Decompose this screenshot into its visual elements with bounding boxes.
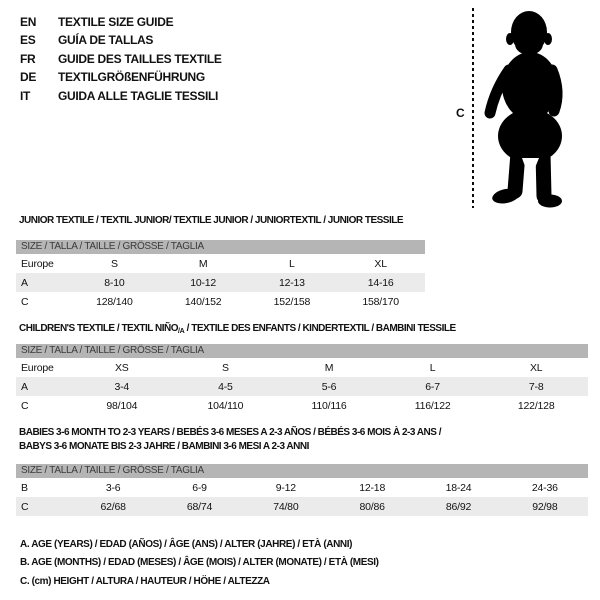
table-cell: 6-7 <box>425 380 440 393</box>
table-cell: 152/158 <box>273 295 311 308</box>
babies-table-title <box>19 426 441 453</box>
table-cell: L <box>289 257 295 270</box>
table-cell: 8-10 <box>104 276 125 289</box>
table-cell: 12-13 <box>278 276 305 289</box>
size-header-bar: SIZE / TALLA / TAILLE / GRÖSSE / TAGLIA <box>16 464 588 478</box>
row-label-cell: Europe <box>21 361 54 374</box>
table-cell: 80/86 <box>359 500 385 513</box>
children-title-prefix: CHILDREN'S TEXTILE / TEXTIL NIÑO <box>19 323 178 334</box>
table-cell: 6-9 <box>192 481 207 494</box>
table-cell: S <box>110 257 118 270</box>
table-cell: 3-4 <box>114 380 130 393</box>
table-cell: 68/74 <box>186 500 213 513</box>
table-cell: XL <box>374 257 387 270</box>
language-row-fr <box>20 50 222 68</box>
language-title: TEXTILGRÖßENFÜHRUNG <box>58 70 205 85</box>
table-cell: 122/128 <box>517 399 555 412</box>
footnote-age-years: A. AGE (YEARS) / EDAD (AÑOS) / ÂGE (ANS) / ALTER (JAHRE) / ETÀ (ANNI) <box>20 539 353 550</box>
children-size-table <box>16 344 588 415</box>
table-cell: 3-6 <box>105 481 121 494</box>
height-measure-dashed-line <box>472 8 474 208</box>
language-code: EN <box>20 15 37 29</box>
table-cell: 86/92 <box>445 500 472 513</box>
row-label-cell: A <box>21 380 28 393</box>
table-cell: XL <box>529 361 543 374</box>
table-row-age-months <box>16 478 588 497</box>
table-row-age <box>16 273 425 292</box>
children-title-suffix: / TEXTILE DES ENFANTS / KINDERTEXTIL / BAMBINI TESSILE <box>184 323 456 334</box>
row-label-cell: C <box>21 500 29 513</box>
babies-title-line2: BABYS 3-6 MONATE BIS 2-3 JAHRE / BAMBINI 3-6 MESI A 2-3 ANNI <box>19 440 309 452</box>
row-label-cell: C <box>21 399 29 412</box>
children-table-title <box>19 322 456 339</box>
table-row-europe <box>16 254 425 273</box>
table-row-height <box>16 396 588 415</box>
table-cell: M <box>198 257 208 270</box>
height-label: C <box>456 106 465 120</box>
table-cell: L <box>429 361 436 374</box>
language-title: GUÍA DE TALLAS <box>58 33 154 48</box>
baby-silhouette-icon <box>482 8 580 208</box>
row-label-cell: A <box>21 276 28 289</box>
footnote-age-months: B. AGE (MONTHS) / EDAD (MESES) / ÂGE (MOIS) / ALTER (MONATE) / ETÀ (MESI) <box>20 557 379 569</box>
size-header-bar: SIZE / TALLA / TAILLE / GRÖSSE / TAGLIA <box>16 240 425 254</box>
language-code: FR <box>20 51 36 66</box>
table-cell: XS <box>114 361 129 374</box>
row-label-cell: B <box>21 481 28 494</box>
language-code: ES <box>20 33 36 48</box>
table-cell: S <box>221 361 229 374</box>
table-cell: 12-18 <box>359 481 386 494</box>
language-code: IT <box>20 88 31 103</box>
table-cell: 9-12 <box>275 481 296 494</box>
language-title: GUIDE DES TAILLES TEXTILE <box>58 51 222 66</box>
row-label-cell: Europe <box>21 257 54 270</box>
language-title: TEXTILE SIZE GUIDE <box>58 15 174 29</box>
babies-title-line1: BABIES 3-6 MONTH TO 2-3 YEARS / BEBÉS 3-6 MESES A 2-3 AÑOS / BÉBÉS 3-6 MOIS À 2-3 ANS / <box>19 427 441 438</box>
table-cell: 62/68 <box>100 500 126 513</box>
junior-table-title: JUNIOR TEXTILE / TEXTIL JUNIOR/ TEXTILE JUNIOR / JUNIORTEXTIL / JUNIOR TESSILE <box>19 215 404 226</box>
language-row-de <box>20 68 222 86</box>
table-cell: 10-12 <box>190 276 217 289</box>
table-cell: M <box>324 361 334 374</box>
language-list <box>20 13 222 105</box>
table-cell: 158/170 <box>362 295 399 308</box>
table-cell: 5-6 <box>321 380 337 393</box>
children-title-subscript: /A <box>177 328 185 335</box>
table-cell: 4-5 <box>218 380 233 393</box>
language-title: GUIDA ALLE TAGLIE TESSILI <box>58 88 219 103</box>
table-row-age <box>16 377 588 396</box>
table-cell: 7-8 <box>528 380 544 393</box>
table-row-europe <box>16 358 588 377</box>
table-cell: 18-24 <box>445 481 472 494</box>
table-cell: 116/122 <box>414 399 451 412</box>
junior-size-table <box>16 240 425 311</box>
babies-size-table <box>16 464 588 516</box>
language-row-es <box>20 31 222 49</box>
row-label-cell: C <box>21 295 29 308</box>
footnotes <box>20 536 379 591</box>
language-code: DE <box>20 70 37 85</box>
table-cell: 128/140 <box>96 295 133 308</box>
footnote-height: C. (cm) HEIGHT / ALTURA / HAUTEUR / HÖHE / ALTEZZA <box>20 575 270 587</box>
table-cell: 140/152 <box>184 295 222 308</box>
table-cell: 24-36 <box>531 481 558 494</box>
language-row-it <box>20 87 222 105</box>
table-cell: 104/110 <box>207 399 244 412</box>
table-cell: 74/80 <box>273 500 299 513</box>
table-cell: 14-16 <box>367 276 394 289</box>
table-row-height <box>16 497 588 516</box>
table-row-height <box>16 292 425 311</box>
size-header-bar: SIZE / TALLA / TAILLE / GRÖSSE / TAGLIA <box>16 344 588 358</box>
table-cell: 110/116 <box>311 399 347 412</box>
table-cell: 98/104 <box>106 399 138 412</box>
table-cell: 92/98 <box>532 500 558 513</box>
language-row-en <box>20 13 222 31</box>
